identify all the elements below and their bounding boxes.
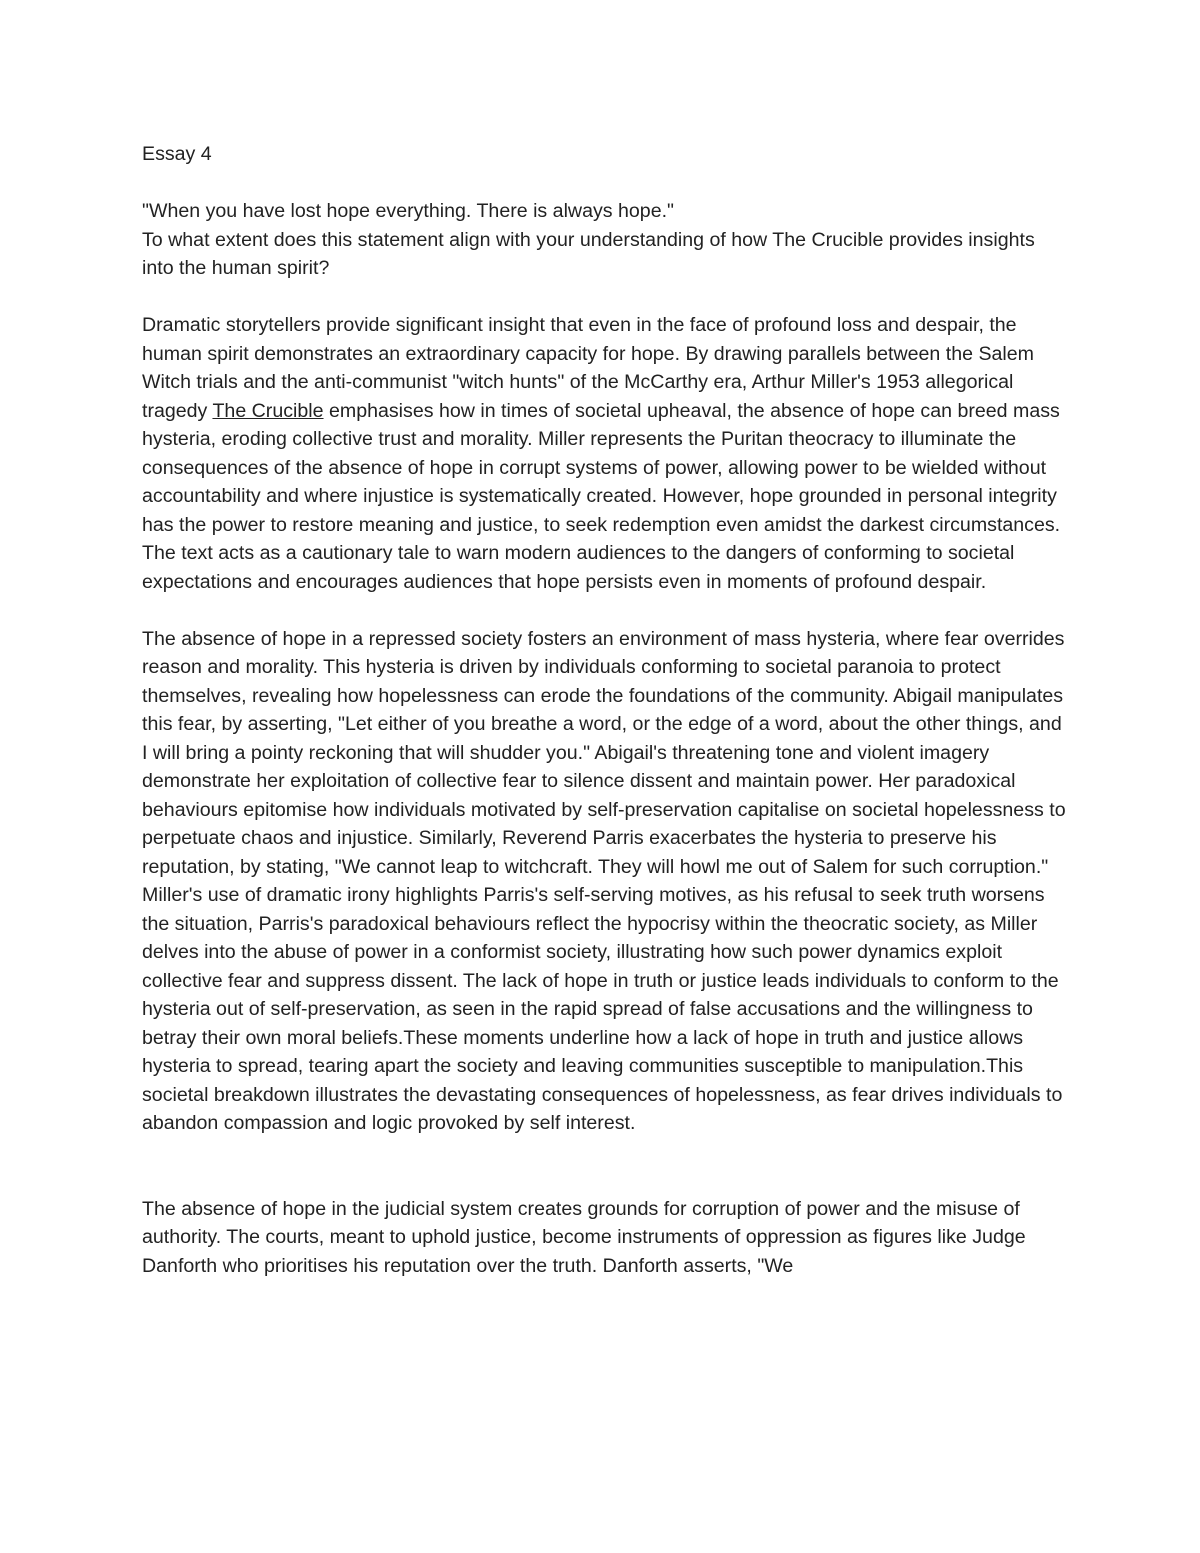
intro-text-end: emphasises how in times of societal upheaval, the absence of hope can breed mass hysteria, eroding collective trust and morality. Miller represents the Puritan theocracy to illuminate the consequences of the absence of hope in corrupt systems of power, allowing power to be wielded without accountability and where injustice is systematically created. However, hope grounded in personal integrity has the power to restore meaning and justice, to seek redemption even amidst the darkest circumstances. The text acts as a cautionary tale to warn modern audiences to the dangers of conforming to societal expectations and encourages audiences that hope persists even in moments of profound despair.: [142, 399, 1061, 593]
text-title-reference: The Crucible: [212, 399, 324, 422]
prompt-question: To what extent does this statement align with your understanding of how The Crucible provides insights into the human spirit?: [142, 228, 1035, 279]
body-paragraph-2: The absence of hope in the judicial system creates grounds for corruption of power and the misuse of authority. The courts, meant to uphold justice, become instruments of oppression as figures like Judge Danforth who prioritises his reputation over the truth. Danforth asserts, "We: [142, 1197, 1026, 1277]
essay-title: Essay 4: [142, 143, 212, 165]
prompt-quote: "When you have lost hope everything. There is always hope.": [142, 200, 674, 222]
essay-prompt: [142, 197, 1067, 283]
introduction-paragraph: [142, 311, 1067, 596]
intro-text-start: Dramatic storytellers provide significant insight that even in the face of profound loss and despair, the human spirit demonstrates an extraordinary capacity for hope. By drawing parallels between the Salem Witch trials and the anti-communist "witch hunts" of the McCarthy era, Arthur Miller's 1953 allegorical tragedy: [142, 314, 1034, 422]
document-body: [142, 140, 1067, 1309]
body-paragraph-1: The absence of hope in a repressed society fosters an environment of mass hysteria, where fear overrides reason and morality. This hysteria is driven by individuals conforming to societal paranoia to protect themselves, revealing how hopelessness can erode the foundations of the community. Abigail manipulates this fear, by asserting, "Let either of you breathe a word, or the edge of a word, about the other things, and I will bring a pointy reckoning that will shudder you." Abigail's threatening tone and violent imagery demonstrate her exploitation of collective fear to silence dissent and maintain power. Her paradoxical behaviours epitomise how individuals motivated by self-preservation capitalise on societal hopelessness to perpetuate chaos and injustice. Similarly, Reverend Parris exacerbates the hysteria to preserve his reputation, by stating, "We cannot leap to witchcraft. They will howl me out of Salem for such corruption." Miller's use of dramatic irony highlights Parris's self-serving motives, as his refusal to seek truth worsens the situation, Parris's paradoxical behaviours reflect the hypocrisy within the theocratic society, as Miller delves into the abuse of power in a conformist society, illustrating how such power dynamics exploit collective fear and suppress dissent. The lack of hope in truth or justice leads individuals to conform to the hysteria out of self-preservation, as seen in the rapid spread of false accusations and the willingness to betray their own moral beliefs.These moments underline how a lack of hope in truth and justice allows hysteria to spread, tearing apart the society and leaving communities susceptible to manipulation.This societal breakdown illustrates the devastating consequences of hopelessness, as fear drives individuals to abandon compassion and logic provoked by self interest.: [142, 627, 1066, 1134]
